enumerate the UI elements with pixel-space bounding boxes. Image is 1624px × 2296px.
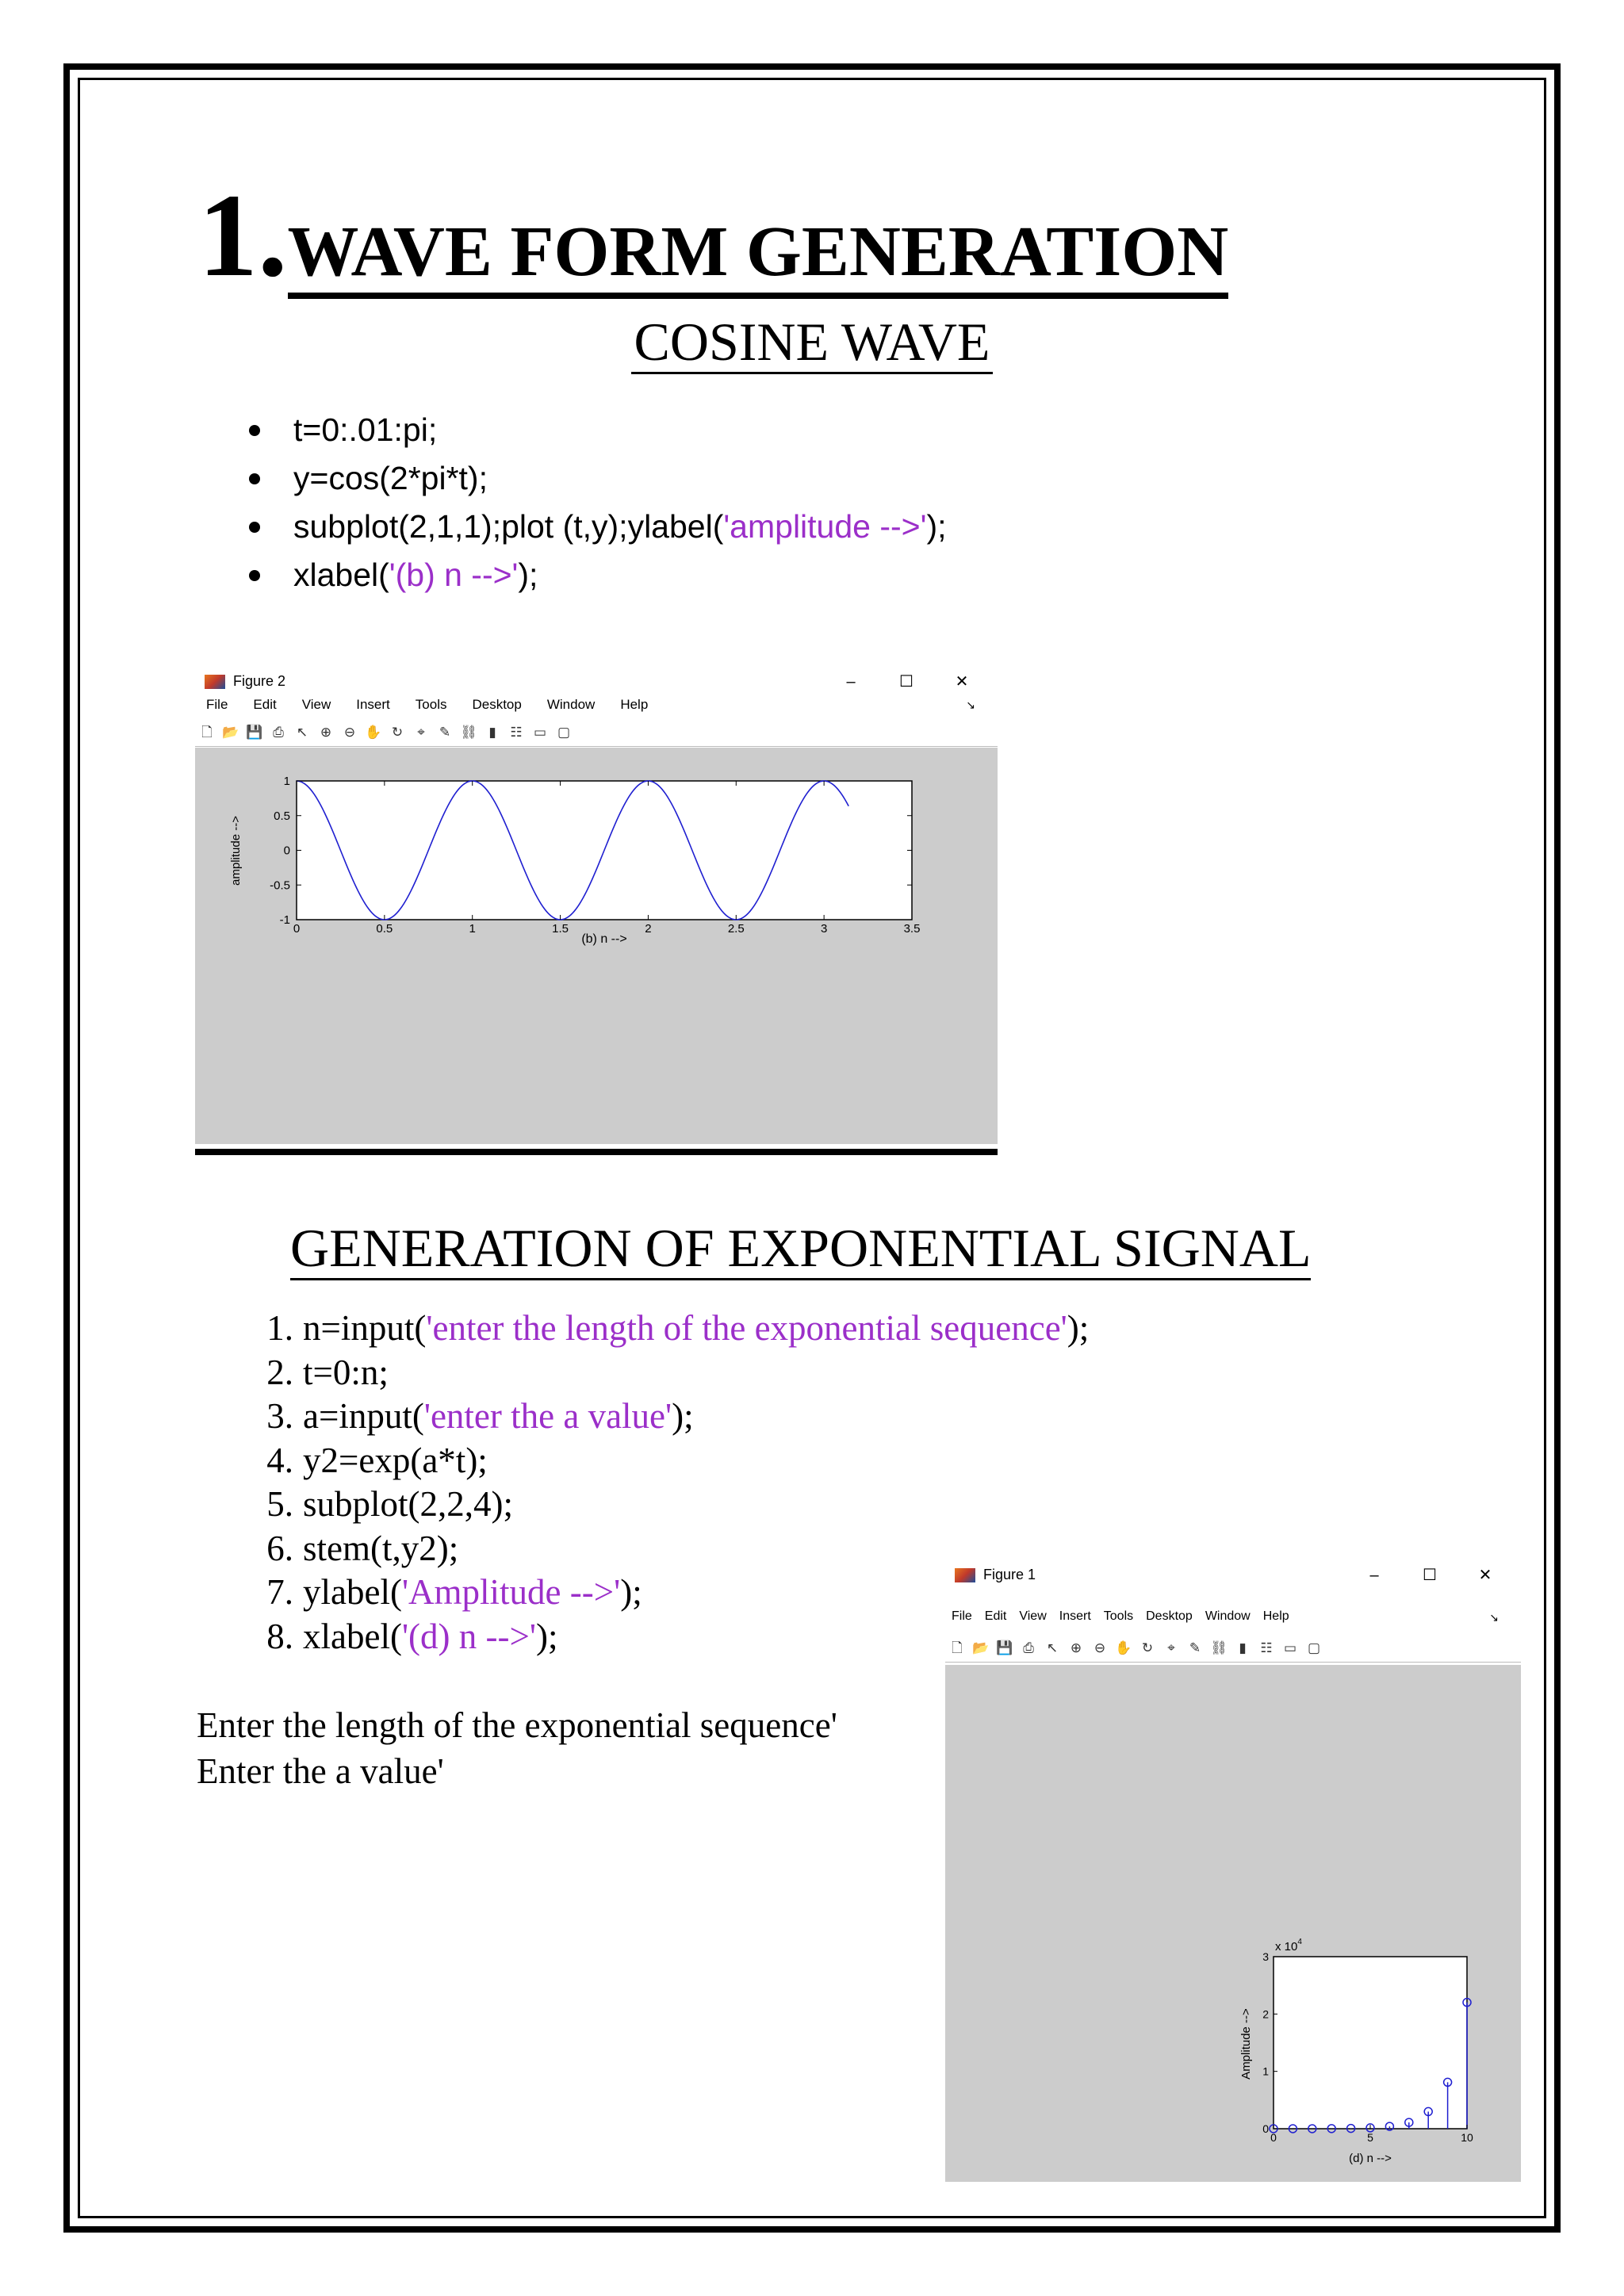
- menu-edit[interactable]: Edit: [253, 697, 277, 712]
- link-icon[interactable]: ⛓: [1210, 1640, 1228, 1655]
- code-text: );: [926, 508, 947, 545]
- matlab-logo-icon: [955, 1568, 975, 1582]
- x-tick-label: 0: [1270, 2131, 1277, 2144]
- prompt-text: Enter the length of the exponential sequence': [197, 1705, 837, 1745]
- figure1-window: [945, 1562, 1521, 2182]
- menu-desktop[interactable]: Desktop: [472, 697, 522, 712]
- code-text: xlabel(: [293, 557, 389, 593]
- colorbar-icon[interactable]: ▮: [1239, 1640, 1247, 1655]
- line-number: 8.: [266, 1616, 293, 1656]
- y-tick-label: 2: [1262, 2007, 1269, 2021]
- pointer-icon[interactable]: ↖: [296, 725, 308, 740]
- code-text: t=0:.01:pi;: [293, 411, 438, 448]
- code-string: 'Amplitude -->': [401, 1572, 621, 1612]
- figure2-toolbar: [195, 721, 998, 747]
- code-text: y2=exp(a*t);: [303, 1440, 488, 1480]
- code-text: stem(t,y2);: [303, 1528, 459, 1568]
- figure1-titlebar[interactable]: [945, 1562, 1521, 1587]
- title-text: WAVE FORM GENERATION: [288, 212, 1229, 299]
- code-string: '(d) n -->': [401, 1616, 536, 1656]
- y-tick-label: 0: [1262, 2122, 1269, 2135]
- zoom-out-icon[interactable]: ⊖: [343, 725, 356, 740]
- zoom-in-icon[interactable]: ⊕: [1070, 1640, 1082, 1655]
- bullet-icon: [249, 425, 260, 436]
- y-axis-label: Amplitude -->: [1239, 2008, 1253, 2080]
- menu-tools[interactable]: Tools: [1103, 1609, 1134, 1623]
- new-icon[interactable]: 🗋: [201, 725, 213, 740]
- minimize-button[interactable]: –: [846, 673, 856, 691]
- menu-file[interactable]: File: [952, 1609, 972, 1623]
- axes-background: [1274, 1957, 1467, 2129]
- section2-title: [290, 1217, 1311, 1280]
- menu-view[interactable]: View: [1019, 1609, 1047, 1623]
- code-line: [238, 1439, 1089, 1483]
- code-text: );: [1067, 1308, 1090, 1348]
- figure2-window: [195, 668, 998, 1144]
- line-number: 1.: [266, 1308, 293, 1348]
- code-line: [238, 1351, 1089, 1395]
- brush-icon[interactable]: ✎: [439, 725, 451, 740]
- code-line: [238, 551, 946, 599]
- code-text: subplot(2,2,4);: [303, 1484, 513, 1524]
- open-icon[interactable]: 📂: [222, 725, 239, 740]
- maximize-button[interactable]: ☐: [899, 673, 914, 691]
- open-icon[interactable]: 📂: [972, 1640, 990, 1655]
- code-line: [238, 1483, 1089, 1527]
- code-text: n=input(: [303, 1308, 427, 1348]
- line-number: 7.: [266, 1572, 293, 1612]
- menu-view[interactable]: View: [301, 697, 331, 712]
- section2-title-text: GENERATION OF EXPONENTIAL SIGNAL: [290, 1218, 1311, 1280]
- y-tick-label: 0: [283, 844, 290, 858]
- close-button[interactable]: ✕: [1478, 1567, 1492, 1584]
- code-line: [238, 406, 946, 454]
- menu-window[interactable]: Window: [546, 697, 596, 712]
- print-icon[interactable]: ⎙: [273, 725, 284, 740]
- code-string: '(b) n -->': [389, 557, 519, 593]
- exponential-stem-chart: [945, 1665, 1521, 2182]
- menu-edit[interactable]: Edit: [984, 1609, 1007, 1623]
- bullet-icon: [249, 522, 260, 533]
- line-number: 3.: [266, 1396, 293, 1436]
- print-icon[interactable]: ⎙: [1023, 1640, 1034, 1655]
- x-axis-label: (d) n -->: [1349, 2152, 1392, 2165]
- line-number: 4.: [266, 1440, 293, 1480]
- subtitle-text: COSINE WAVE: [631, 312, 994, 374]
- code-text: );: [535, 1616, 558, 1656]
- figure2-menubar: [195, 697, 998, 718]
- figure2-plot-area: [195, 748, 998, 1144]
- data-cursor-icon[interactable]: ⌖: [417, 725, 425, 740]
- code-string: 'enter the length of the exponential sequence': [426, 1308, 1067, 1348]
- rotate-icon[interactable]: ↻: [1141, 1640, 1154, 1655]
- code-string: 'amplitude -->': [723, 508, 927, 545]
- menu-insert[interactable]: Insert: [1059, 1609, 1091, 1623]
- x-tick-label: 2: [645, 922, 652, 936]
- dock-arrow-icon[interactable]: ↘: [1489, 1611, 1499, 1624]
- new-icon[interactable]: 🗋: [952, 1640, 963, 1655]
- brush-icon[interactable]: ✎: [1189, 1640, 1201, 1655]
- menu-insert[interactable]: Insert: [356, 697, 390, 712]
- x-tick-label: 0.5: [376, 922, 393, 936]
- figure2-titlebar[interactable]: [195, 668, 998, 694]
- y-axis-label: amplitude -->: [229, 816, 243, 886]
- code-line: [238, 1395, 1089, 1439]
- code-text: t=0:n;: [303, 1352, 389, 1392]
- menu-tools[interactable]: Tools: [415, 697, 447, 712]
- code-line: [238, 454, 946, 503]
- menu-desktop[interactable]: Desktop: [1146, 1609, 1193, 1623]
- x-tick-label: 3.5: [903, 922, 921, 936]
- menu-help[interactable]: Help: [1262, 1609, 1289, 1623]
- title-number: 1.: [198, 170, 288, 301]
- section-divider: [195, 1149, 998, 1155]
- maximize-button[interactable]: ☐: [1423, 1567, 1437, 1584]
- hide-tools-icon[interactable]: ▭: [533, 725, 547, 740]
- page-title: [198, 170, 1229, 301]
- code-text: );: [518, 557, 538, 593]
- save-icon[interactable]: 💾: [996, 1640, 1013, 1655]
- code-line: [238, 503, 946, 551]
- y-tick-label: 3: [1262, 1950, 1269, 1963]
- code-text: a=input(: [303, 1396, 424, 1436]
- menu-file[interactable]: File: [206, 697, 228, 712]
- matlab-logo-icon: [205, 675, 225, 689]
- legend-icon[interactable]: ☷: [1260, 1640, 1273, 1655]
- save-icon[interactable]: 💾: [246, 725, 263, 740]
- link-icon[interactable]: ⛓: [460, 725, 477, 740]
- section-subtitle: [0, 311, 1624, 373]
- bullet-icon: [249, 473, 260, 484]
- bullet-icon: [249, 570, 260, 581]
- figure2-title: Figure 2: [233, 673, 286, 689]
- code-text: );: [620, 1572, 642, 1612]
- x-axis-label: (b) n -->: [581, 932, 627, 946]
- menu-help[interactable]: Help: [620, 697, 649, 712]
- y-tick-label: 0.5: [274, 809, 290, 823]
- cosine-code-list: [238, 406, 946, 599]
- code-text: );: [672, 1396, 694, 1436]
- figure1-title: Figure 1: [983, 1567, 1036, 1582]
- rotate-icon[interactable]: ↻: [391, 725, 404, 740]
- code-text: xlabel(: [303, 1616, 402, 1656]
- line-number: 6.: [266, 1528, 293, 1568]
- figure1-menubar: [945, 1609, 1521, 1630]
- y-tick-label: -1: [279, 913, 290, 927]
- line-number: 2.: [266, 1352, 293, 1392]
- x-tick-label: 1: [469, 922, 476, 936]
- code-text: ylabel(: [303, 1572, 402, 1612]
- colorbar-icon[interactable]: ▮: [488, 725, 496, 740]
- code-string: 'enter the a value': [423, 1396, 672, 1436]
- pan-icon[interactable]: ✋: [365, 725, 382, 740]
- code-text: subplot(2,1,1);plot (t,y);ylabel(: [293, 508, 724, 545]
- close-button[interactable]: ✕: [955, 673, 969, 691]
- hide-tools-icon[interactable]: ▭: [1283, 1640, 1297, 1655]
- dock-arrow-icon[interactable]: ↘: [966, 698, 975, 711]
- pan-icon[interactable]: ✋: [1115, 1640, 1132, 1655]
- window-controls: [1346, 1565, 1513, 1585]
- x-tick-label: 10: [1461, 2131, 1473, 2144]
- prompt-text: Enter the a value': [197, 1751, 444, 1791]
- code-text: y=cos(2*pi*t);: [293, 460, 488, 496]
- x-tick-label: 0: [293, 922, 301, 936]
- x-tick-label: 1.5: [552, 922, 569, 936]
- x-tick-label: 2.5: [727, 922, 745, 936]
- show-tools-icon[interactable]: ▢: [557, 725, 571, 740]
- show-tools-icon[interactable]: ▢: [1307, 1640, 1321, 1655]
- y-tick-label: 1: [283, 775, 290, 788]
- y-tick-label: -0.5: [270, 878, 290, 893]
- figure1-plot-area: [945, 1665, 1521, 2182]
- cosine-chart: [195, 748, 998, 1144]
- code-line: [238, 1307, 1089, 1351]
- minimize-button[interactable]: –: [1369, 1567, 1379, 1584]
- line-number: 5.: [266, 1484, 293, 1524]
- x-tick-label: 5: [1367, 2131, 1373, 2144]
- menu-window[interactable]: Window: [1205, 1609, 1251, 1623]
- pointer-icon[interactable]: ↖: [1046, 1640, 1059, 1655]
- window-controls: [823, 672, 990, 691]
- legend-icon[interactable]: ☷: [510, 725, 523, 740]
- figure1-toolbar: [945, 1636, 1521, 1663]
- zoom-out-icon[interactable]: ⊖: [1094, 1640, 1106, 1655]
- zoom-in-icon[interactable]: ⊕: [320, 725, 332, 740]
- y-tick-label: 1: [1262, 2064, 1269, 2078]
- data-cursor-icon[interactable]: ⌖: [1167, 1640, 1175, 1655]
- x-tick-label: 3: [820, 922, 828, 936]
- exponent-label: x $10^4$: [1275, 1938, 1302, 1954]
